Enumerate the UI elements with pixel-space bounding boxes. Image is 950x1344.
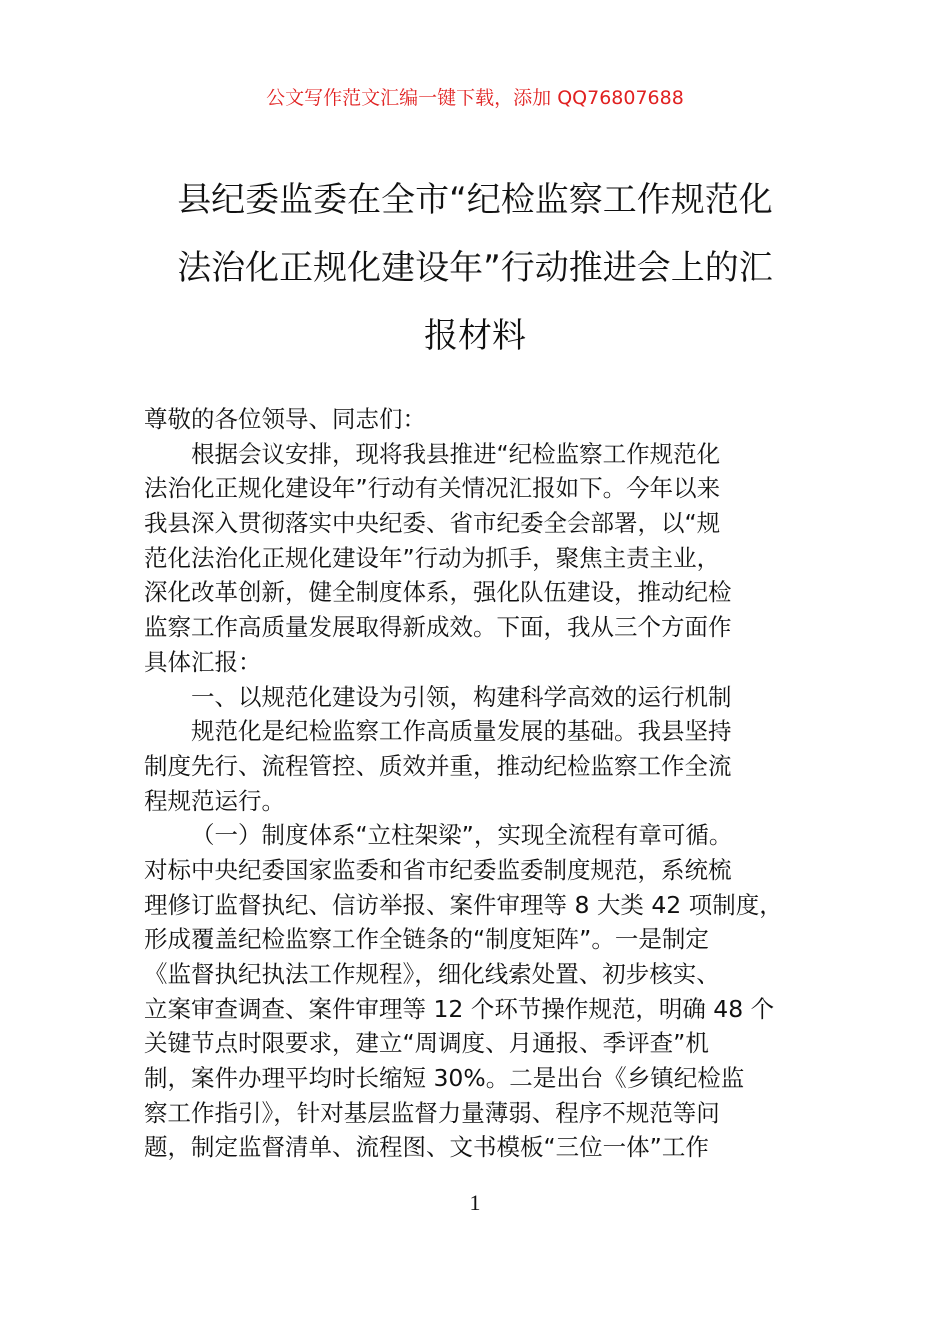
paragraph-line: 关键节点时限要求，建立“周调度、月通报、季评查”机 (144, 1029, 709, 1058)
title-line: 报材料 (424, 316, 526, 356)
paragraph-line: 理修订监督执纪、信访举报、案件审理等 8 大类 42 项制度， (144, 890, 783, 919)
paragraph-line: 制，案件办理平均时长缩短 30%。二是出台《乡镇纪检监 (144, 1064, 745, 1093)
section-heading: 一、以规范化建设为引领，构建科学高效的运行机制 (191, 682, 732, 711)
paragraph-line: 对标中央纪委国家监委和省市纪委监委制度规范，系统梳 (144, 855, 732, 884)
title-line: 法治化正规化建设年”行动推进会上的汇 (177, 248, 773, 288)
paragraph-line: 范化法治化正规化建设年”行动为抓手，聚焦主责主业， (144, 543, 721, 572)
paragraph-line: 察工作指引》，针对基层监督力量薄弱、程序不规范等问 (144, 1098, 720, 1127)
watermark-banner: 公文写作范文汇编一键下载，添加 QQ76807688 (266, 87, 684, 109)
paragraph-line: 我县深入贯彻落实中央纪委、省市纪委全会部署，以“规 (144, 509, 721, 538)
paragraph-line: 题，制定监督清单、流程图、文书模板“三位一体”工作 (144, 1133, 709, 1162)
paragraph-line: 根据会议安排，现将我县推进“纪检监察工作规范化 (191, 439, 721, 468)
paragraph-line: 规范化是纪检监察工作高质量发展的基础。我县坚持 (191, 717, 732, 746)
paragraph-line: 立案审查调查、案件审理等 12 个环节操作规范，明确 48 个 (144, 994, 775, 1023)
subsection-heading: （一）制度体系“立柱架梁”，实现全流程有章可循。 (191, 821, 733, 850)
paragraph-line: 制度先行、流程管控、质效并重，推动纪检监察工作全流 (144, 751, 732, 780)
page-number: 1 (469, 1190, 481, 1215)
paragraph-line: 程规范运行。 (144, 786, 285, 815)
salutation: 尊敬的各位领导、同志们： (144, 405, 426, 433)
paragraph-line: 形成覆盖纪检监察工作全链条的“制度矩阵”。一是制定 (144, 925, 709, 954)
title-line: 县纪委监委在全市“纪检监察工作规范化 (177, 180, 773, 220)
paragraph-line: 监察工作高质量发展取得新成效。下面，我从三个方面作 (144, 613, 732, 642)
paragraph-line: 具体汇报： (144, 647, 262, 676)
paragraph-line: 《监督执纪执法工作规程》，细化线索处置、初步核实、 (144, 960, 720, 988)
document-title (140, 166, 810, 370)
paragraph-line: 深化改革创新，健全制度体系，强化队伍建设，推动纪检 (144, 578, 732, 607)
paragraph-line: 法治化正规化建设年”行动有关情况汇报如下。今年以来 (144, 474, 721, 503)
document-body (144, 402, 824, 1165)
